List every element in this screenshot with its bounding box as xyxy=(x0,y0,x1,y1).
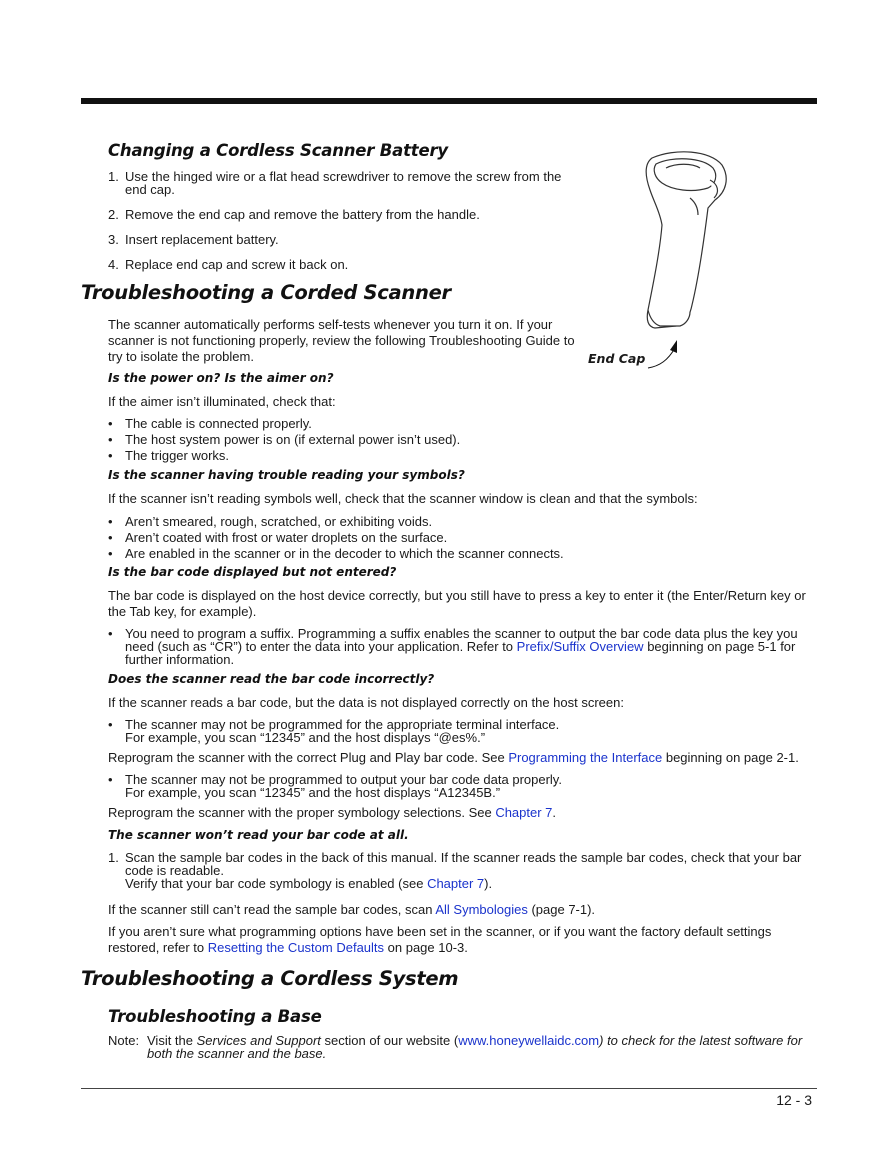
reprogram-para-2 xyxy=(108,805,556,821)
defaults-para xyxy=(108,924,771,956)
end-cap-callout: End Cap xyxy=(588,351,646,366)
step-line xyxy=(125,877,818,890)
reprogram-para-1 xyxy=(108,750,799,766)
text: Reprogram the scanner with the proper symbology selections. See xyxy=(108,805,496,820)
all-symbologies-link[interactable]: All Symbologies xyxy=(435,902,528,917)
header-rule xyxy=(81,98,817,104)
note-line: both the scanner and the base. xyxy=(147,1046,327,1061)
page-number: 12 - 3 xyxy=(776,1092,812,1108)
prefix-suffix-link[interactable]: Prefix/Suffix Overview xyxy=(516,639,644,654)
chapter-7-link[interactable]: Chapter 7 xyxy=(427,876,485,891)
battery-step-1 xyxy=(108,169,578,201)
intro-line: The scanner automatically performs self-tests whenever you turn it on. If your xyxy=(108,317,553,332)
incorrect-bullet-2: • The scanner may not be programmed to output your bar code data properly. For example, you scan “12345” and the host displays “A12345B.” xyxy=(108,772,562,800)
text: on page 10-3. xyxy=(384,940,468,955)
not-entered-para xyxy=(108,588,806,620)
text: Visit the xyxy=(147,1033,197,1048)
step-number: 3. xyxy=(108,232,119,247)
para-line: If you aren’t sure what programming options have been set in the scanner, or if you want the factory default settings xyxy=(108,924,772,939)
sample-barcodes-para xyxy=(108,902,595,918)
question-incorrect: Does the scanner read the bar code incorrectly? xyxy=(108,672,435,686)
bullet-line: For example, you scan “12345” and the host displays “A12345B.” xyxy=(125,785,501,800)
para-line xyxy=(108,940,771,956)
question-power: Is the power on? Is the aimer on? xyxy=(108,371,334,385)
list-item: • Aren’t smeared, rough, scratched, or exhibiting voids. xyxy=(108,514,433,529)
text: Reprogram the scanner with the correct Plug and Play bar code. See xyxy=(108,750,509,765)
battery-step-4 xyxy=(108,257,348,273)
scanner-illustration xyxy=(580,140,740,375)
list-item: • The host system power is on (if external power isn’t used). xyxy=(108,432,461,447)
bullet-line: For example, you scan “12345” and the host displays “@es%.” xyxy=(125,730,486,745)
step-number: 1. xyxy=(108,169,119,184)
step-line: Scan the sample bar codes in the back of this manual. If the scanner reads the sample bar codes, check that your bar xyxy=(125,850,802,865)
bullet-line: You need to program a suffix. Programming a suffix enables the scanner to output the bar code data plus the key you xyxy=(125,626,798,641)
list-item: • Are enabled in the scanner or in the decoder to which the scanner connects. xyxy=(108,546,564,561)
power-intro: If the aimer isn’t illuminated, check that: xyxy=(108,394,336,409)
footer-rule xyxy=(81,1088,817,1089)
para-line: The bar code is displayed on the host device correctly, but you still have to press a key to enter it (the Enter/Return key or xyxy=(108,588,806,603)
battery-step-2 xyxy=(108,207,480,223)
step-number: 2. xyxy=(108,207,119,222)
step-number: 1. xyxy=(108,850,119,865)
step-number: 4. xyxy=(108,257,119,272)
question-not-entered: Is the bar code displayed but not entered? xyxy=(108,565,397,579)
text: ). xyxy=(484,876,493,891)
battery-step-3 xyxy=(108,232,279,248)
text: . xyxy=(552,805,557,820)
cordless-heading: Troubleshooting a Cordless System xyxy=(81,967,459,990)
incorrect-bullet-1: • The scanner may not be programmed for the appropriate terminal interface. For example, you scan “12345” and the host displays “@es%.” xyxy=(108,717,560,745)
note xyxy=(108,1034,818,1060)
power-bullets xyxy=(108,416,460,464)
corded-heading: Troubleshooting a Corded Scanner xyxy=(81,281,451,304)
step-line: code is readable. xyxy=(125,863,225,878)
corded-intro xyxy=(108,317,575,365)
question-wont-read: The scanner won’t read your bar code at all. xyxy=(108,828,409,842)
bullet-line: The scanner may not be programmed to output your bar code data properly. xyxy=(125,772,562,787)
intro-line: scanner is not functioning properly, review the following Troubleshooting Guide to xyxy=(108,333,575,348)
text: Services and Support xyxy=(196,1033,321,1048)
list-item: • The trigger works. xyxy=(108,448,230,463)
text: Verify that your bar code symbology is enabled (see xyxy=(125,876,428,891)
text: ) to check for the latest software for xyxy=(599,1033,803,1048)
text: beginning on page 2-1. xyxy=(662,750,799,765)
battery-heading: Changing a Cordless Scanner Battery xyxy=(108,141,448,160)
text: If the scanner still can’t read the sample bar codes, scan xyxy=(108,902,436,917)
text: need (such as “CR”) to enter the data into your application. Refer to xyxy=(125,639,517,654)
question-symbols: Is the scanner having trouble reading your symbols? xyxy=(108,468,465,482)
list-item: • The cable is connected properly. xyxy=(108,416,312,431)
step-text-cont: end cap. xyxy=(125,182,175,197)
step-text: Remove the end cap and remove the battery from the handle. xyxy=(125,207,480,222)
website-link[interactable]: www.honeywellaidc.com xyxy=(458,1033,600,1048)
step-text: Use the hinged wire or a flat head screwdriver to remove the screw from the xyxy=(125,169,562,184)
chapter-7-link[interactable]: Chapter 7 xyxy=(495,805,553,820)
note-label: Note: xyxy=(108,1033,140,1048)
symbols-bullets xyxy=(108,514,564,562)
para-line: the Tab key, for example). xyxy=(108,604,257,619)
symbols-intro: If the scanner isn’t reading symbols well, check that the scanner window is clean and that the symbols: xyxy=(108,491,698,506)
step-text: Replace end cap and screw it back on. xyxy=(125,257,349,272)
base-subheading: Troubleshooting a Base xyxy=(108,1007,322,1026)
intro-line: try to isolate the problem. xyxy=(108,349,254,364)
text: restored, refer to xyxy=(108,940,208,955)
incorrect-intro: If the scanner reads a bar code, but the data is not displayed correctly on the host screen: xyxy=(108,695,624,710)
list-item: • Aren’t coated with frost or water droplets on the surface. xyxy=(108,530,448,545)
text: section of our website ( xyxy=(320,1033,459,1048)
bullet-line: The scanner may not be programmed for the appropriate terminal interface. xyxy=(125,717,560,732)
step-text: Insert replacement battery. xyxy=(125,232,279,247)
wont-read-step-1 xyxy=(108,851,818,890)
programming-interface-link[interactable]: Programming the Interface xyxy=(508,750,663,765)
text: beginning on page 5-1 for xyxy=(643,639,796,654)
text: (page 7-1). xyxy=(527,902,596,917)
suffix-bullet: • You need to program a suffix. Programming a suffix enables the scanner to output the bar code data plus the key you need (such as “CR”) to enter the data into your application. Refer to Prefix/Suffix Overview beginning on page 5-1 for further information. xyxy=(108,627,818,666)
bullet-line: further information. xyxy=(125,652,235,667)
resetting-defaults-link[interactable]: Resetting the Custom Defaults xyxy=(207,940,385,955)
